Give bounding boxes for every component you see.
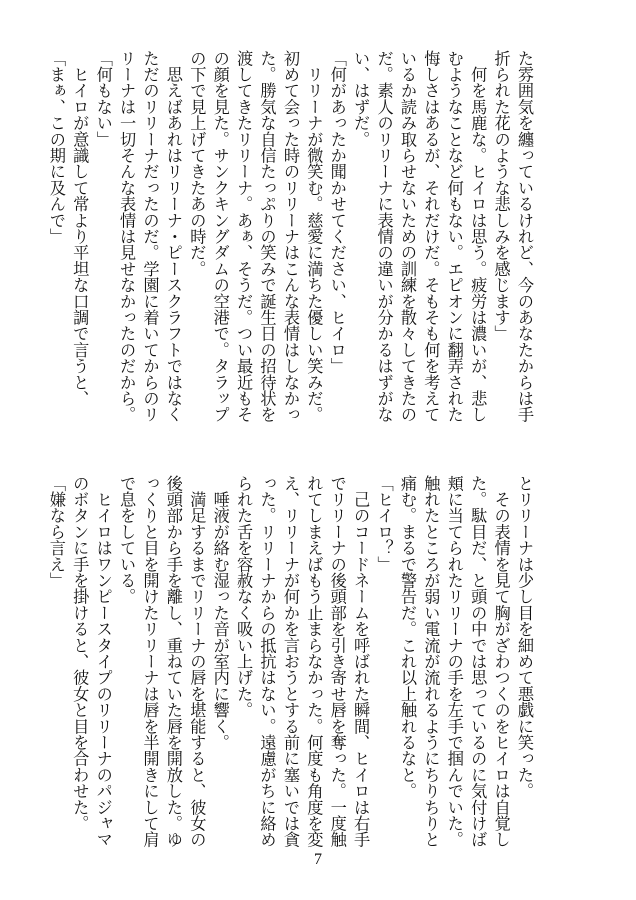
page-number: 7: [314, 851, 322, 868]
text-column: え、リリーナが何かを言おうとする前に塞いでは貪: [280, 475, 300, 848]
text-column: 己のコードネームを呼ばれた瞬間、ヒイロは右手: [351, 475, 371, 848]
text-column: 何を馬鹿な。ヒイロは思う。疲労は濃いが、悲し: [468, 50, 488, 423]
text-column: 後頭部から手を離し、重ねていた唇を開放した。ゆ: [163, 475, 183, 848]
text-column: で息をしている。: [117, 475, 137, 605]
text-column: ヒイロはワンピースタイプのリリーナのパジャマ: [93, 475, 113, 848]
text-column: 痛む。まるで警告だ。これ以上触れるなと。: [397, 475, 417, 799]
text-column: いるか読み取らせないための訓練を散々してきたの: [397, 50, 417, 423]
text-block-lower: [46, 475, 536, 848]
text-column: むようなことなど何もない。エピオンに翻弄された: [444, 50, 464, 423]
text-column: 「何があったか聞かせてください、ヒイロ」: [327, 50, 347, 374]
text-column: 「嫌なら言え」: [46, 475, 66, 589]
text-column: 渡してきたリリーナ。あぁ、そうだ。つい最近もそ: [234, 50, 254, 423]
text-column: ただのリリーナだったのだ。学園に着いてからのリ: [140, 50, 160, 423]
text-column: た。駄目だ、と頭の中では思っているのに気付けば: [468, 475, 488, 848]
text-column: った。リリーナからの抵抗はない。遠慮がちに絡め: [257, 475, 277, 848]
text-column: 「ヒイロ？」: [374, 475, 394, 573]
text-column: られた舌を容赦なく吸い上げた。: [234, 475, 254, 718]
text-column: 唾液が絡む湿った音が室内に響く。: [210, 475, 230, 751]
text-column: でリリーナの後頭部を引き寄せ唇を奪った。一度触: [327, 475, 347, 848]
text-column: 頬に当てられたリリーナの手を左手で掴んでいた。: [444, 475, 464, 848]
text-column: 「何もない」: [93, 50, 113, 148]
text-column: た。勝気な自信たっぷりの笑みで誕生日の招待状を: [257, 50, 277, 423]
text-column: っくりと目を開けたリリーナは唇を半開きにして肩: [140, 475, 160, 848]
text-column: とリリーナは少し目を細めて悪戯に笑った。: [515, 475, 534, 799]
text-column: の下で見上げてきたあの時だ。: [187, 50, 207, 277]
text-block-upper: [46, 50, 536, 425]
text-column: ヒイロが意識して常より平坦な口調で言うと、: [70, 50, 90, 407]
text-column: 折られた花のような悲しみを感じます」: [491, 50, 511, 342]
text-column: い、はずだ。: [351, 50, 371, 148]
text-column: その表情を見て胸がざわつくのをヒイロは自覚し: [491, 475, 511, 848]
text-column: だ。素人のリリーナに表情の違いが分かるはずがな: [374, 50, 394, 423]
text-column: のボタンに手を掛けると、彼女と目を合わせた。: [70, 475, 90, 832]
text-column: リーナは一切そんな表情は見せなかったのだから。: [117, 50, 137, 423]
text-column: 初めて会った時のリリーナはこんな表情はしなかっ: [280, 50, 300, 423]
text-column: リリーナが微笑む。慈愛に満ちた優しい笑みだ。: [304, 50, 324, 423]
text-column: 悔しさはあるが、それだけだ。そもそも何を考えて: [421, 50, 441, 423]
text-column: 思えばあれはリリーナ・ピースクラフトではなく: [163, 50, 183, 423]
text-column: 「まぁ、この期に及んで」: [46, 50, 66, 245]
text-column: た雰囲気を纏っているけれど、今のあなたからは手: [515, 50, 534, 423]
text-column: 満足するまでリリーナの唇を堪能すると、彼女の: [187, 475, 207, 848]
text-column: 触れたところが弱い電流が流れるようにちりちりと: [421, 475, 441, 848]
text-column: の顔を見た。サンクキングダムの空港で。タラップ: [210, 50, 230, 423]
text-column: れてしまえばもう止まらなかった。何度も角度を変: [304, 475, 324, 848]
